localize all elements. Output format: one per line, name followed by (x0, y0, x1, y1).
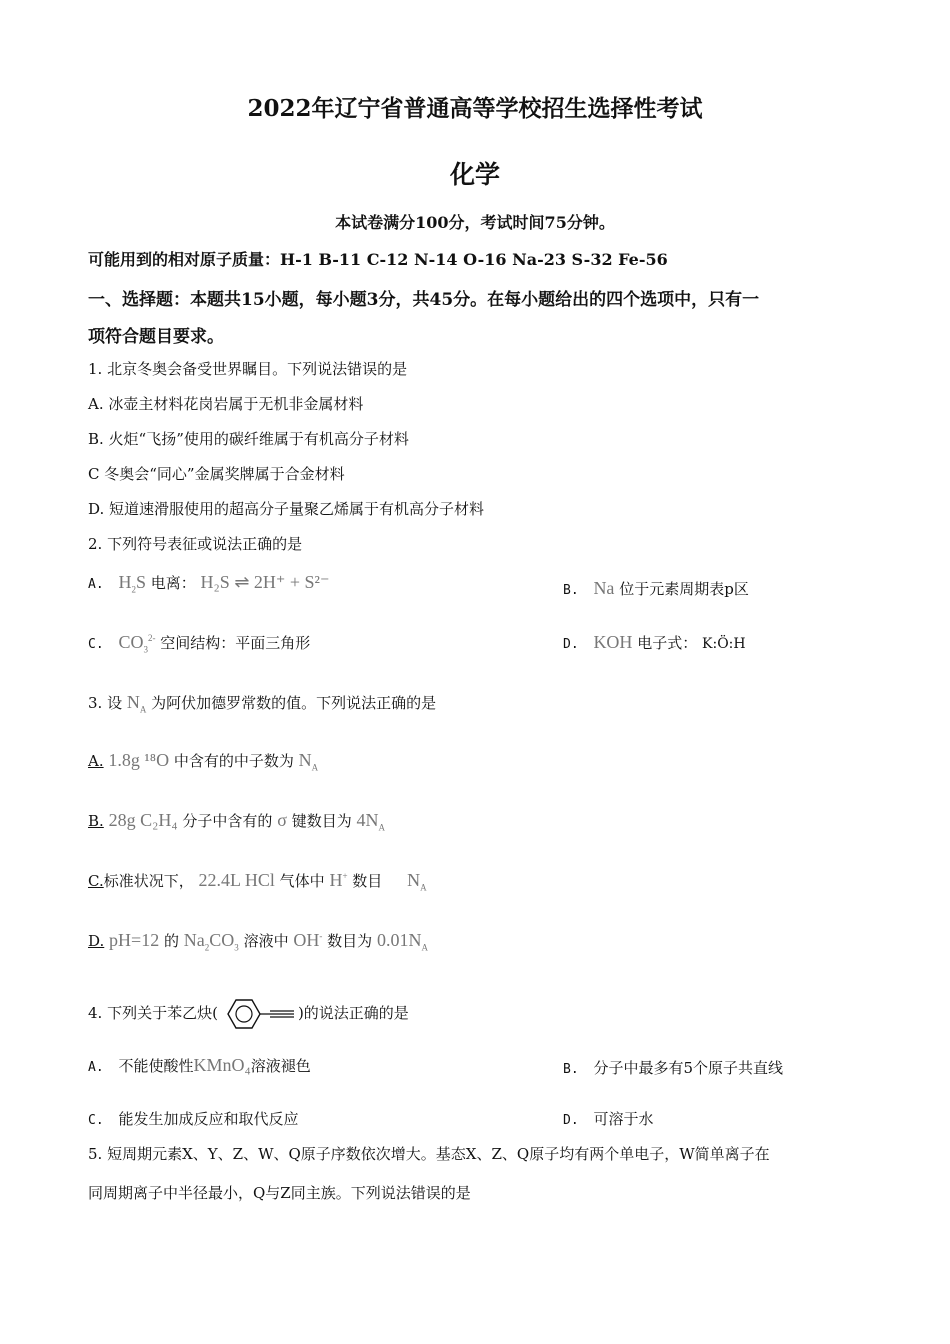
sigma-symbol: σ (277, 810, 287, 830)
na-constant: $N_A$ (126, 692, 147, 715)
electron-formula: K:Ö:H (702, 636, 746, 652)
q2-b-label: B. (563, 583, 579, 598)
q4-d-label: D. (563, 1113, 579, 1128)
exam-info: 本试卷满分100分，考试时间75分钟。 (335, 213, 615, 232)
q4-a-text2: 溶液褪色 (250, 1057, 311, 1075)
q2-a-label: A. (88, 577, 104, 592)
q3-a-formula: 1.8g ¹⁸O (108, 750, 170, 770)
q4-stem (88, 996, 409, 1032)
q3-b-text2: 键数目为 (291, 812, 352, 830)
q3-c-text: 标准状况下， (103, 872, 194, 890)
q3-d-text2: 溶液中 (243, 932, 289, 950)
kmno4-formula: KMnO₄ (193, 1055, 251, 1075)
q4-c-label: C. (88, 1113, 104, 1128)
q2-a-text: 电离： (150, 574, 196, 592)
q1-stem: 1. 北京冬奥会备受世界瞩目。下列说法错误的是 (88, 360, 408, 378)
q3-b-text: 分子中含有的 (182, 812, 273, 830)
q2-stem: 2. 下列符号表征或说法正确的是 (88, 535, 303, 553)
q1-option-a: A. 冰壶主材料花岗岩属于无机非金属材料 (88, 395, 364, 413)
co3-formula: $CO_3^{2-}$ (118, 632, 156, 655)
q3-d-label: D. (88, 932, 105, 950)
atomic-mass: 可能用到的相对原子质量：H-1 B-11 C-12 N-14 O-16 Na-23 S-32 Fe-56 (88, 250, 668, 269)
q3-c-label: C. (88, 872, 104, 890)
q4-a-text: 不能使酸性 (118, 1057, 194, 1075)
q4-stem-text2: )的说法正确的是 (297, 1004, 409, 1022)
na-constant: $N_A$ (298, 750, 319, 773)
q5-stem-cont: 同周期离子中半径最小，Q与Z同主族。下列说法错误的是 (88, 1184, 471, 1202)
q2-row2 (88, 632, 888, 655)
q3-c-text2: 气体中 (279, 872, 325, 890)
section-heading-cont: 项符合题目要求。 (88, 327, 224, 347)
q1-option-c: C 冬奥会“同心”金属奖牌属于合金材料 (88, 465, 345, 483)
q3-b-value: $4N_A$ (356, 810, 385, 833)
q3-d-value: $0.01N_A$ (376, 930, 428, 953)
na-constant: $N_A$ (407, 870, 427, 893)
subject-title: 化学 (449, 160, 500, 189)
q2-row1 (88, 572, 888, 598)
q3-b-formula: 28g C₂H₄ (108, 810, 178, 830)
q2-d-label: D. (563, 637, 579, 652)
koh-formula: KOH (593, 632, 633, 652)
section-heading: 一、选择题：本题共15小题，每小题3分，共45分。在每小题给出的四个选项中，只有一 (88, 290, 760, 310)
q1-option-b: B. 火炬“飞扬”使用的碳纤维属于有机高分子材料 (88, 430, 409, 448)
exam-title: 2022年辽宁省普通高等学校招生选择性考试 (247, 95, 703, 122)
q3-a-label: A. (88, 752, 104, 770)
q3-d-text3: 数目为 (327, 932, 373, 950)
q3-option-a (88, 750, 318, 773)
q4-d-text: 可溶于水 (593, 1110, 654, 1128)
q3-c-formula: 22.4L HCl (198, 870, 275, 890)
q4-b-text: 分子中最多有5个原子共直线 (593, 1059, 783, 1077)
h-ion: H+ (329, 870, 348, 890)
q1-option-d: D. 短道速滑服使用的超高分子量聚乙烯属于有机高分子材料 (88, 500, 485, 518)
q4-row2 (88, 1108, 888, 1129)
q3-stem-text2: 为阿伏加德罗常数的值。下列说法正确的是 (151, 694, 437, 712)
na-formula: Na (593, 578, 615, 598)
q2-c-label: C. (88, 637, 104, 652)
q4-a-label: A. (88, 1060, 104, 1075)
q3-a-text: 中含有的中子数为 (173, 752, 294, 770)
q3-c-text3: 数目 (352, 872, 383, 890)
q3-option-d (88, 930, 428, 953)
q4-row1 (88, 1055, 888, 1076)
q2-d-text: 电子式： (637, 634, 698, 652)
q4-stem-text: 4. 下列关于苯乙炔( (88, 1004, 218, 1022)
q3-stem-text: 3. 设 (88, 694, 123, 712)
q3-option-c (88, 870, 427, 893)
ionization-equation: H₂S ⇌ 2H⁺ + S²⁻ (200, 572, 330, 592)
q3-stem (88, 692, 436, 715)
q3-b-label: B. (88, 812, 104, 830)
h2s-formula: $H_2S$ (118, 572, 146, 595)
oh-ion: OH- (293, 930, 323, 950)
q3-option-b (88, 810, 385, 833)
q4-c-text: 能发生加成反应和取代反应 (118, 1110, 299, 1128)
phenylacetylene-structure (218, 996, 298, 1032)
q3-d-text: 的 (163, 932, 179, 950)
q2-b-text: 位于元素周期表p区 (619, 580, 749, 598)
q4-b-label: B. (563, 1062, 579, 1077)
na2co3-formula: $Na_2CO_3$ (183, 930, 239, 953)
q2-c-text: 空间结构：平面三角形 (160, 634, 311, 652)
ph-value: pH=12 (109, 930, 160, 950)
q5-stem: 5. 短周期元素X、Y、Z、W、Q原子序数依次增大。基态X、Z、Q原子均有两个单电子，W简单离子在 (88, 1145, 770, 1163)
